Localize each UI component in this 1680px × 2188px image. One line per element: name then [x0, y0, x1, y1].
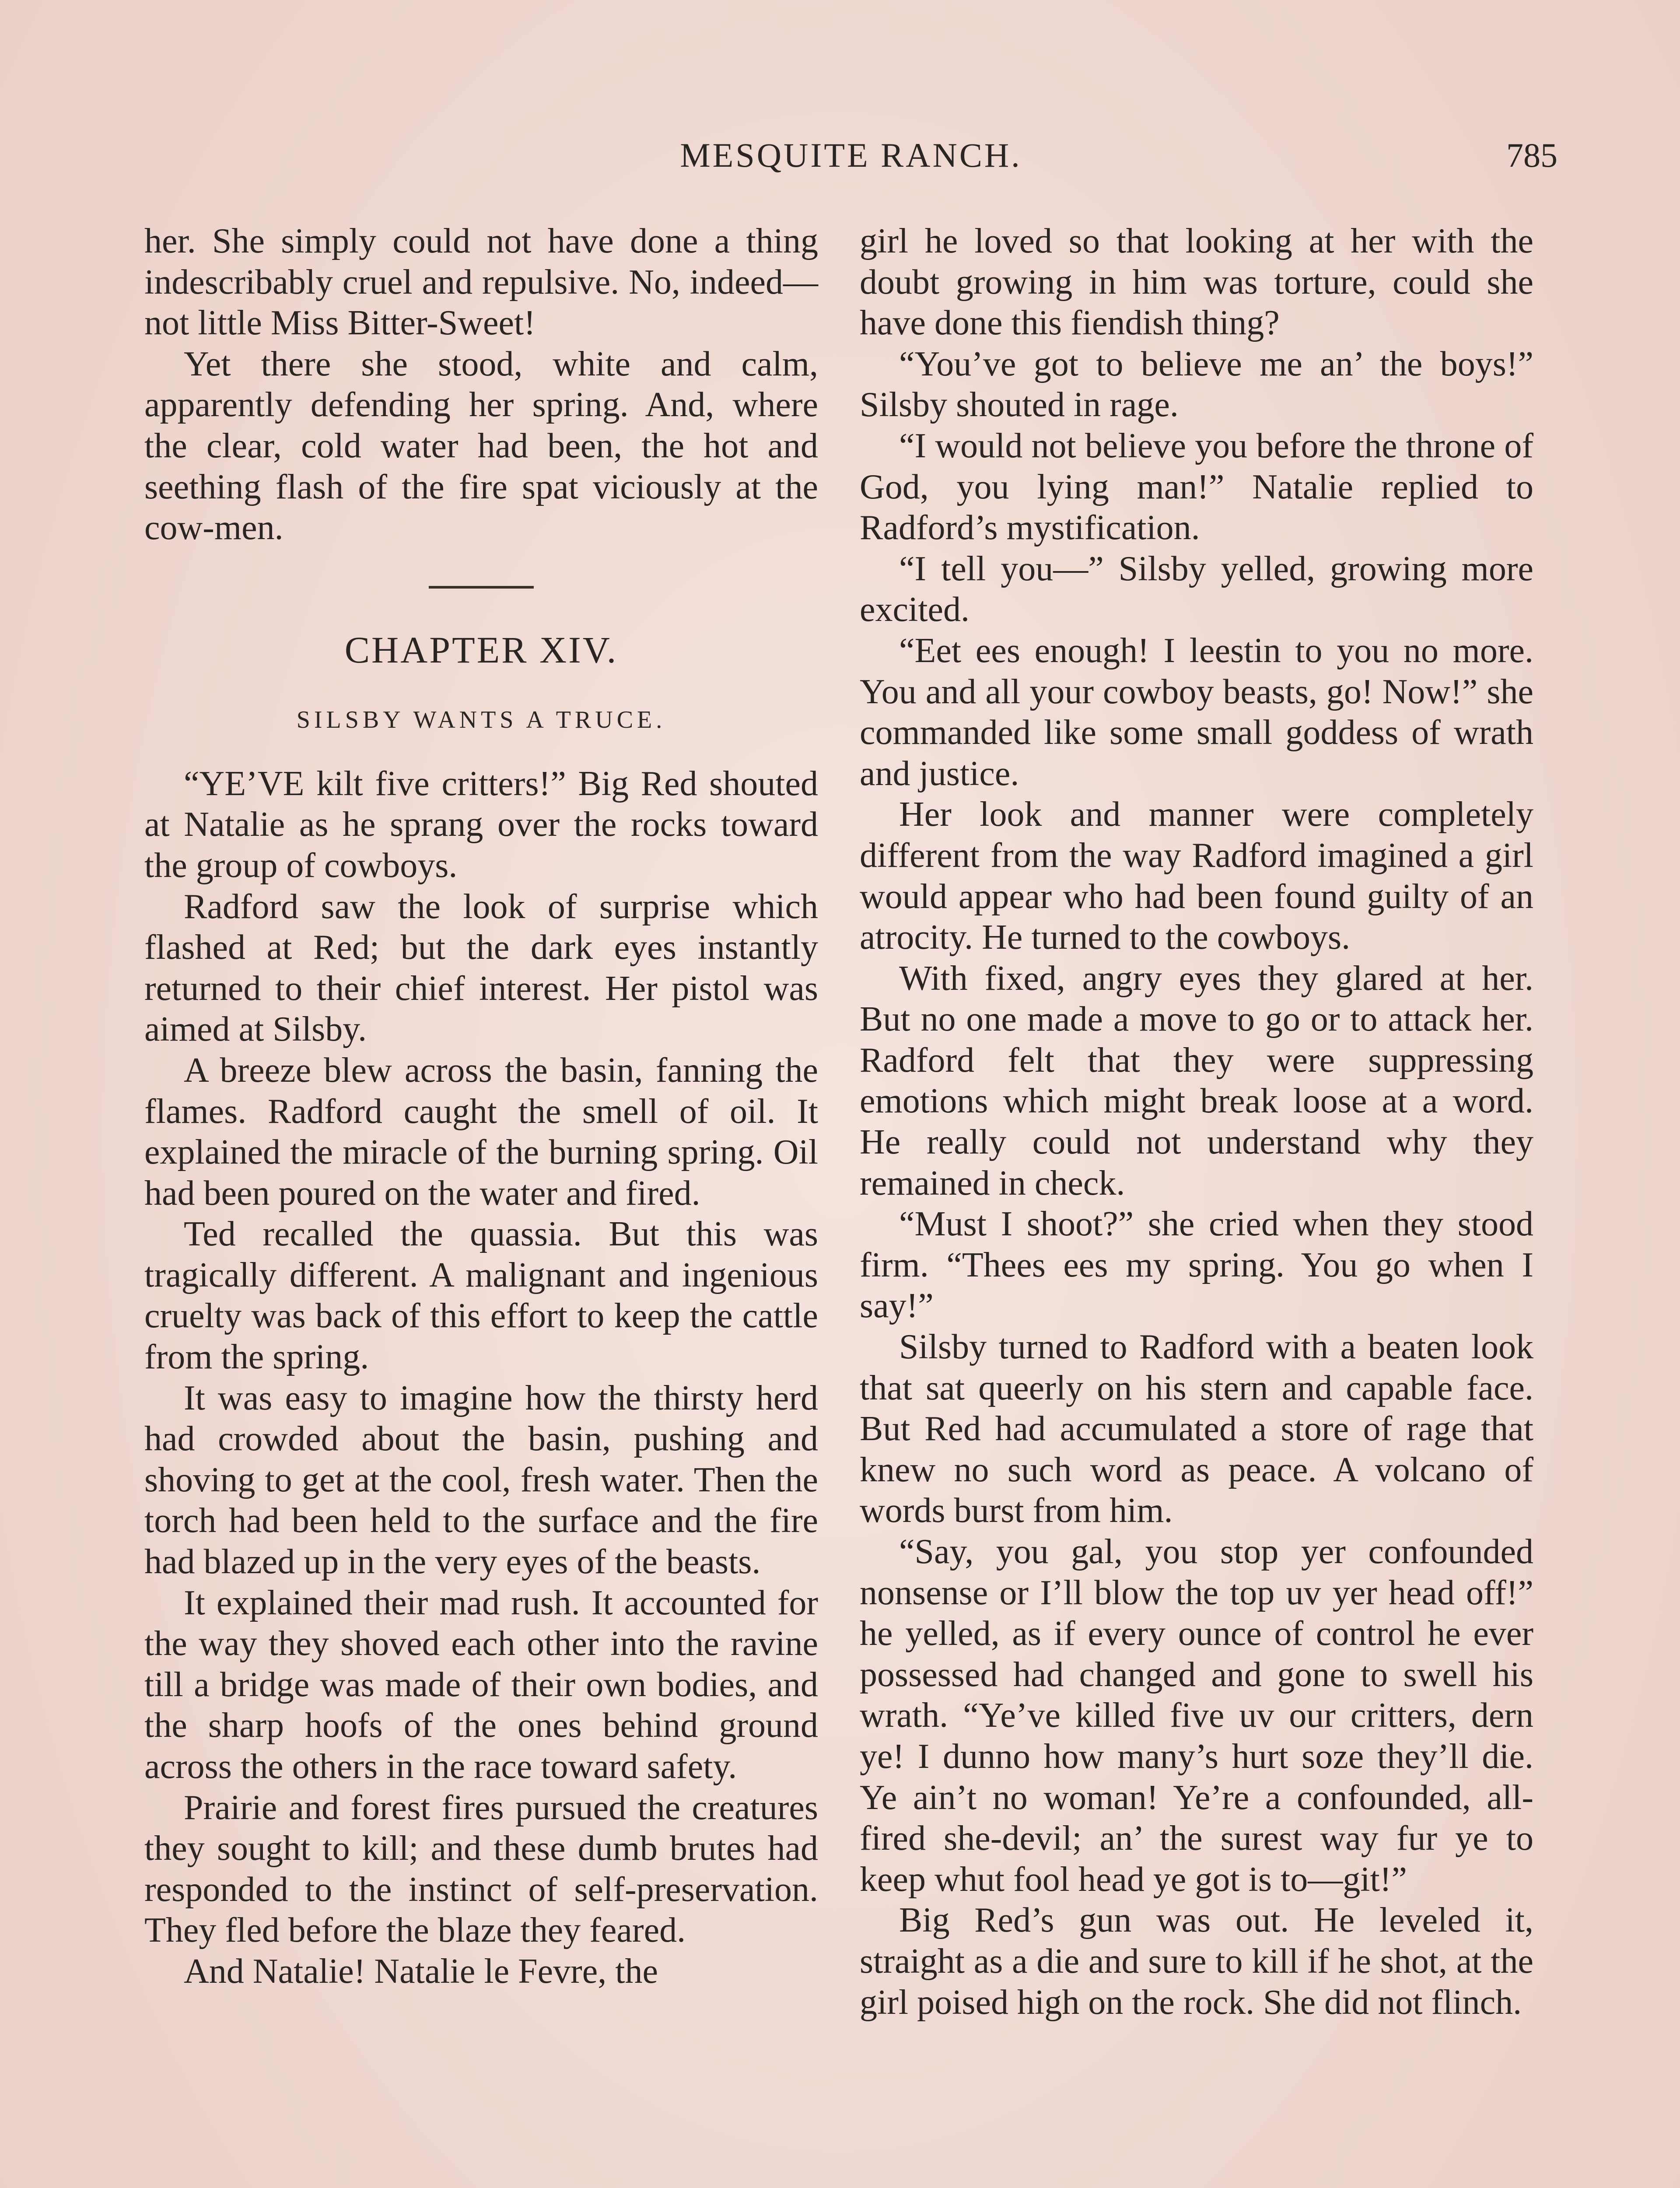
paragraph: It was easy to imagine how the thirsty herd had crowded about the basin, pushing and shoving to get at the cool, fresh water. Then the torch had been held to the surface and the fire had blazed up in the very eyes of the beasts.: [144, 1378, 818, 1581]
paragraph: “Eet ees enough! I leestin to you no more. You and all your cowboy beasts, go! Now!” she commanded like some small goddess of wrath and justice.: [860, 631, 1533, 793]
paragraph: Radford saw the look of surprise which flashed at Red; but the dark eyes instantly returned to their chief interest. Her pistol was aimed at Silsby.: [144, 887, 818, 1049]
paragraph: Big Red’s gun was out. He leveled it, straight as a die and sure to kill if he shot, at the girl poised high on the rock. She did not flinch.: [860, 1901, 1533, 2022]
paragraph: A breeze blew across the basin, fanning the flames. Radford caught the smell of oil. It explained the miracle of the burning spring. Oil had been poured on the water and fired.: [144, 1051, 818, 1213]
page-header: [144, 131, 1558, 179]
paragraph: Prairie and forest fires pursued the creatures they sought to kill; and these dumb brutes had responded to the instinct of self-preservation. They fled before the blaze they feared.: [144, 1788, 818, 1950]
paragraph: “YE’VE kilt five critters!” Big Red shouted at Natalie as he sprang over the rocks toward the group of cowboys.: [144, 764, 818, 885]
paragraph: And Natalie! Natalie le Fevre, the: [184, 1952, 658, 1991]
paragraph: Yet there she stood, white and calm, apparently defending her spring. And, where the clear, cold water had been, the hot and seething flash of the fire spat viciously at the cow-men.: [144, 344, 818, 547]
paragraph: Ted recalled the quassia. But this was tragically different. A malignant and ingenious cruelty was back of this effort to keep the cattle from the spring.: [144, 1215, 818, 1377]
paragraph: girl he loved so that looking at her with the doubt growing in him was torture, could she have done this fiendish thing?: [860, 222, 1533, 343]
paragraph: “You’ve got to believe me an’ the boys!” Silsby shouted in rage.: [860, 344, 1533, 424]
paragraph: her. She simply could not have done a thing indescribably cruel and repulsive. No, indeed—not little Miss Bitter-Sweet!: [144, 222, 818, 343]
chapter-subtitle: SILSBY WANTS A TRUCE.: [296, 706, 666, 733]
left-column: [144, 221, 818, 1992]
paragraph: Silsby turned to Radford with a beaten look that sat queerly on his stern and capable face. But Red had accumulated a store of rage that knew no such word as peace. A volcano of words burst from him.: [860, 1328, 1533, 1530]
running-title: MESQUITE RANCH.: [680, 136, 1022, 174]
chapter-heading: CHAPTER XIV.: [344, 628, 618, 671]
page-number: 785: [1506, 136, 1558, 174]
paragraph: “I tell you—” Silsby yelled, growing more excited.: [860, 549, 1533, 629]
paragraph: Her look and manner were completely different from the way Radford imagined a girl would appear who had been found guilty of an atrocity. He turned to the cowboys.: [860, 795, 1533, 957]
paragraph: With fixed, angry eyes they glared at her. But no one made a move to go or to attack her. Radford felt that they were suppressing emotions which might break loose at a word. He really could not understand why they remained in check.: [860, 959, 1533, 1203]
paragraph: “Say, you gal, you stop yer confounded nonsense or I’ll blow the top uv yer head off!” he yelled, as if every ounce of control he ever possessed had changed and gone to swell his wrath. “Ye’ve killed five uv our critters, dern ye! I dunno how many’s hurt soze they’ll die. Ye ain’t no woman! Ye’re a confounded, all-fired she-devil; an’ the surest way fur ye to keep whut fool head ye got is to—git!”: [860, 1532, 1533, 1899]
paragraph: “I would not believe you before the throne of God, you lying man!” Natalie replied to Radford’s mystification.: [860, 426, 1533, 547]
right-column: [860, 221, 1533, 2023]
section-divider: [429, 586, 534, 589]
paragraph: “Must I shoot?” she cried when they stood firm. “Thees ees my spring. You go when I say!”: [860, 1205, 1533, 1325]
paragraph: It explained their mad rush. It accounted for the way they shoved each other into the ravine till a bridge was made of their own bodies, and the sharp hoofs of the ones behind ground across the others in the race toward safety.: [144, 1583, 818, 1786]
